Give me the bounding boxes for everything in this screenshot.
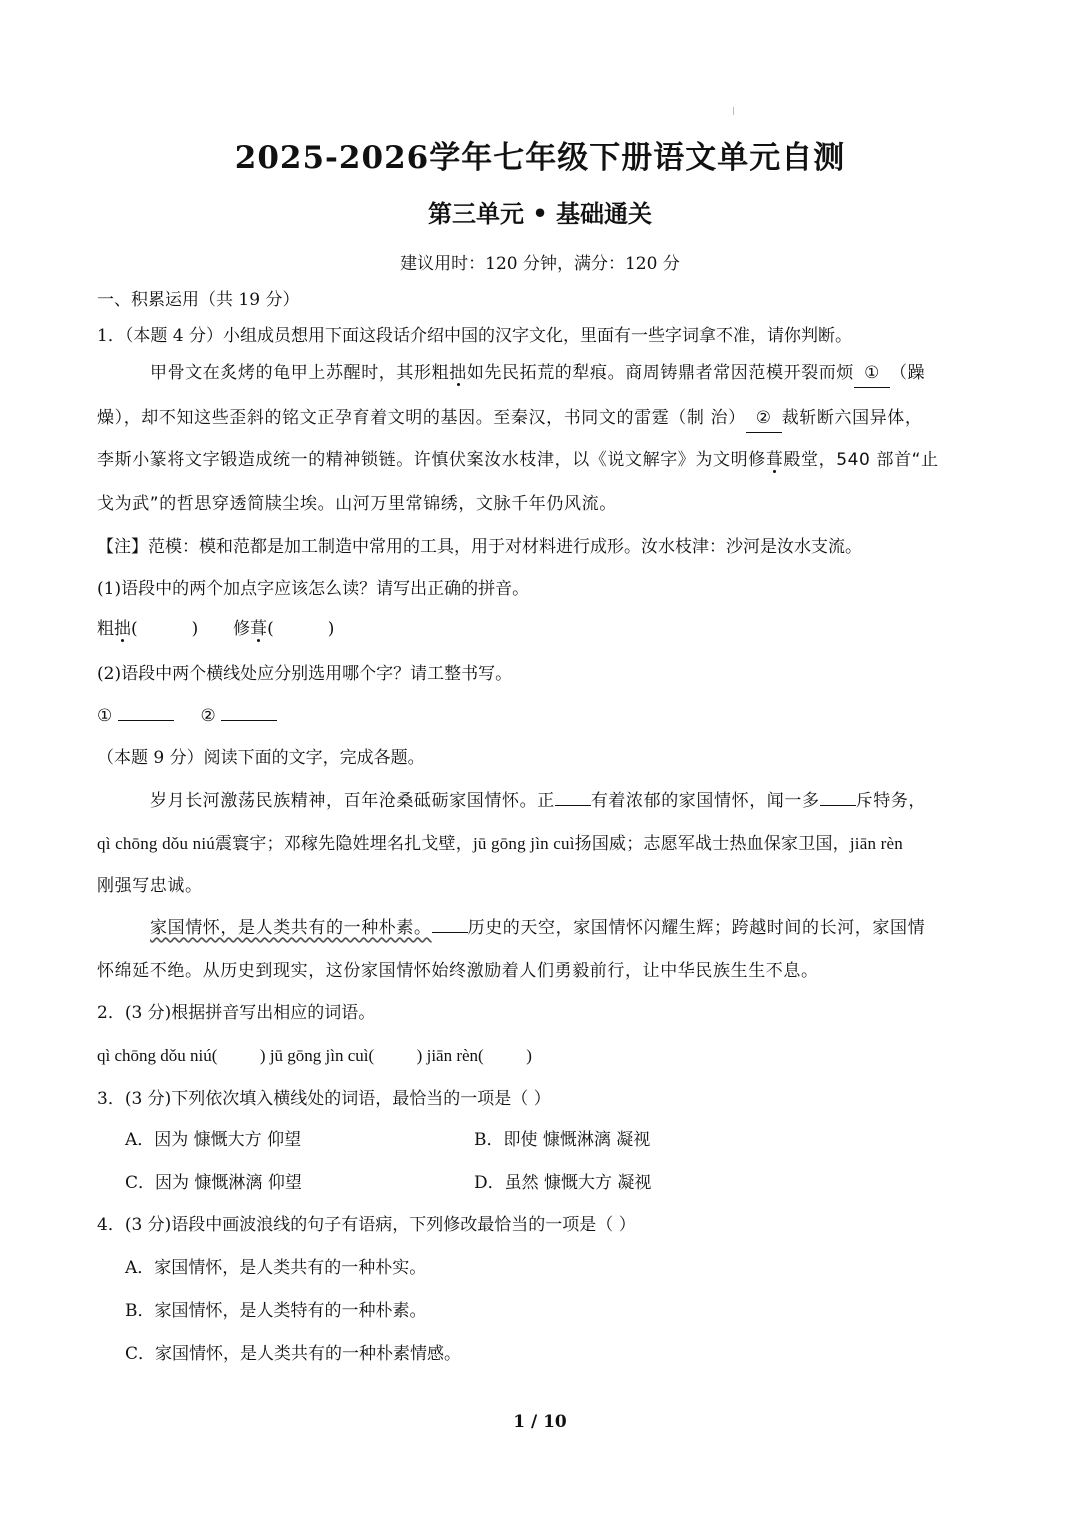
answer-line-1 <box>97 615 987 643</box>
answer-blank <box>555 805 591 806</box>
question-2-stem: 2．(3 分)根据拼音写出相应的词语。 <box>97 1003 376 1023</box>
text-span: 扬国威；志愿军战士热血保家卫国， <box>574 834 850 854</box>
text-span: 修 <box>233 619 251 639</box>
question-2-answers <box>97 1042 987 1070</box>
answer-blank[interactable]: jū gōng jìn cuì( ) <box>269 1046 423 1065</box>
question-3-option-d[interactable]: D．虽然 慷慨大方 凝视 <box>474 1173 652 1193</box>
question-3-option-b[interactable]: B．即使 慷慨淋漓 凝视 <box>474 1130 651 1150</box>
text-span: 甲骨文在炙烤的龟甲上苏醒时，其形粗 <box>150 363 450 383</box>
answer-blank[interactable] <box>118 720 174 721</box>
text-span: 粗 <box>97 619 114 639</box>
passage2-line-5: 怀绵延不绝。从历史到现实，这份家国情怀始终激励着人们勇毅前行，让中华民族生生不息。 <box>97 961 819 981</box>
dotted-char: 葺 <box>765 450 784 470</box>
question-1-stem: 1．（本题 4 分）小组成员想用下面这段话介绍中国的汉字文化，里面有一些字词拿不准，请你判断。 <box>97 326 852 346</box>
answer-blank <box>432 932 468 933</box>
blank-1: ① <box>854 359 890 388</box>
wavy-sentence: 家国情怀，是人类共有的一种朴素。 <box>150 918 432 938</box>
text-span: ② <box>200 706 216 726</box>
text-span: 燥），却不知这些歪斜的铭文正孕育着文明的基因。至秦汉，书同文的雷霆（制 治） <box>97 408 746 428</box>
page-title: 2025-2026学年七年级下册语文单元自测 <box>234 140 846 176</box>
passage1-line-2 <box>97 404 987 433</box>
answer-blank[interactable]: ( ) <box>131 619 199 639</box>
note: 【注】范模：模和范都是加工制造中常用的工具，用于对材料进行成形。汝水枝津：沙河是汝水支流。 <box>97 537 862 557</box>
text-span: 震寰宇；邓稼先隐姓埋名扎戈壁， <box>214 834 473 854</box>
question-4-stem: 4．(3 分)语段中画波浪线的句子有语病，下列修改最恰当的一项是（ ） <box>97 1215 636 1235</box>
pinyin: jiān rèn <box>849 834 903 853</box>
dotted-char: 拙 <box>114 619 131 639</box>
pinyin: jū gōng jìn cuì <box>472 834 575 853</box>
question-4-option-c[interactable]: C．家国情怀，是人类共有的一种朴素情感。 <box>125 1344 462 1364</box>
question-3-stem: 3．(3 分)下列依次填入横线处的词语，最恰当的一项是（ ） <box>97 1089 551 1109</box>
text-span: 岁月长河激荡民族精神，百年沧桑砥砺家国情怀。正 <box>150 791 555 811</box>
passage2-line-2 <box>97 830 987 858</box>
sub-question-1: (1)语段中的两个加点字应该怎么读？请写出正确的拼音。 <box>97 579 530 599</box>
text-span: 裁斩断六国异体， <box>781 408 923 428</box>
text-span: 历史的天空，家国情怀闪耀生辉；跨越时间的长河，家国情 <box>467 918 926 938</box>
question-3-option-c[interactable]: C．因为 慷慨淋漓 仰望 <box>125 1173 302 1193</box>
passage2-intro: （本题 9 分）阅读下面的文字，完成各题。 <box>97 748 425 768</box>
text-span: 李斯小篆将文字锻造成统一的精神锁链。许慎伏案汝水枝津，以《说文解字》为文明修 <box>97 450 766 470</box>
dotted-char: 拙 <box>449 363 467 383</box>
answer-blank[interactable] <box>221 720 277 721</box>
page-subtitle: 第三单元 • 基础通关 <box>427 199 653 228</box>
section-heading: 一、积累运用（共 19 分） <box>97 290 300 310</box>
sub-question-2: (2)语段中两个横线处应分别选用哪个字？请工整书写。 <box>97 664 513 684</box>
passage1-line-4: 戈为武”的哲思穿透简牍尘埃。山河万里常锦绣，文脉千年仍风流。 <box>97 494 617 514</box>
text-span: （躁 <box>890 363 926 383</box>
text-span: 如先民拓荒的犁痕。商周铸鼎者常因范模开裂而烦 <box>466 363 855 383</box>
question-4-option-b[interactable]: B．家国情怀，是人类特有的一种朴素。 <box>125 1301 427 1321</box>
page-number: 1 / 10 <box>513 1412 567 1432</box>
text-span: 斥特务， <box>855 791 927 811</box>
answer-blank[interactable]: jiān rèn( ) <box>426 1046 532 1065</box>
answer-blank <box>820 805 856 806</box>
passage2-line-1 <box>150 787 990 815</box>
text-span: 有着浓郁的家国情怀，闻一多 <box>590 791 820 811</box>
blank-2: ② <box>746 404 782 433</box>
passage1-line-1 <box>150 359 990 388</box>
answer-line-2 <box>97 702 987 730</box>
passage2-line-3: 刚强写忠诚。 <box>97 876 203 896</box>
exam-meta: 建议用时：120 分钟，满分：120 分 <box>400 254 680 274</box>
scan-mark <box>733 107 734 115</box>
pinyin: qì chōng dǒu niú <box>97 834 215 853</box>
text-span: ① <box>97 706 113 726</box>
dotted-char: 葺 <box>250 619 268 639</box>
answer-blank[interactable]: qì chōng dǒu niú( ) <box>97 1046 266 1065</box>
text-span: 殿堂，540 部首“止 <box>783 450 939 470</box>
question-3-option-a[interactable]: A．因为 慷慨大方 仰望 <box>125 1130 302 1150</box>
passage2-line-4 <box>150 914 990 942</box>
question-4-option-a[interactable]: A．家国情怀，是人类共有的一种朴实。 <box>125 1258 427 1278</box>
passage1-line-3 <box>97 446 987 474</box>
answer-blank[interactable]: ( ) <box>267 619 335 639</box>
